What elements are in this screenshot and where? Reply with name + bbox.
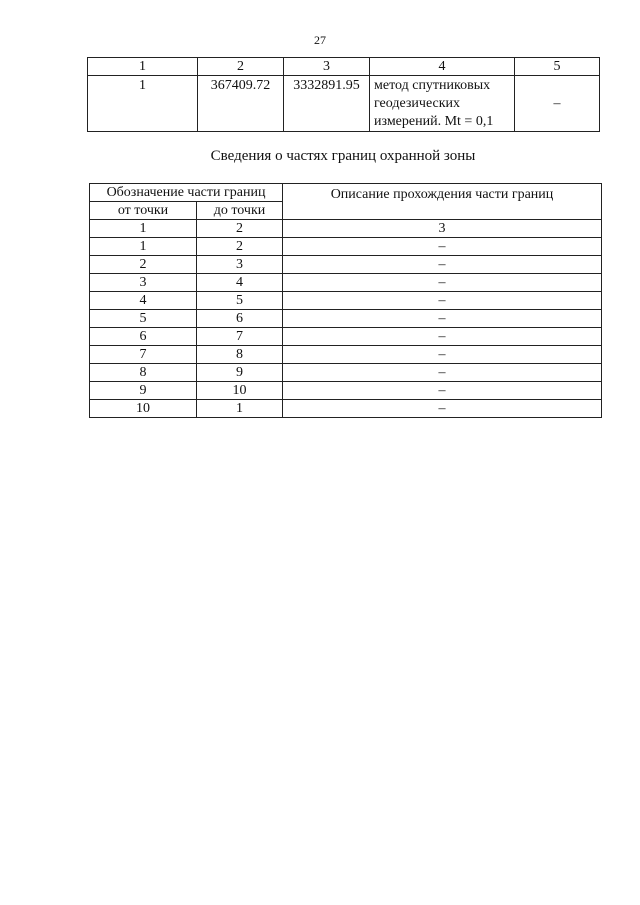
parts-header-row	[90, 184, 602, 202]
table-row	[90, 292, 602, 310]
column-number-cell: 1	[90, 220, 197, 238]
table-row	[90, 346, 602, 364]
description-cell: –	[283, 256, 602, 274]
x-coordinate-cell: 367409.72	[198, 76, 284, 132]
method-cell	[370, 76, 515, 132]
description-cell: –	[283, 328, 602, 346]
coordinates-data-row	[88, 76, 600, 132]
to-point-cell: 7	[197, 328, 283, 346]
from-point-cell: 8	[90, 364, 197, 382]
to-point-cell: 4	[197, 274, 283, 292]
method-line: геодезических	[374, 96, 461, 111]
to-point-cell: 2	[197, 238, 283, 256]
boundary-parts-table	[89, 183, 602, 418]
description-cell: –	[515, 76, 600, 132]
from-point-cell: 3	[90, 274, 197, 292]
from-point-cell: 5	[90, 310, 197, 328]
from-point-cell: 9	[90, 382, 197, 400]
from-point-cell: 4	[90, 292, 197, 310]
column-number-cell: 3	[283, 220, 602, 238]
y-coordinate-cell: 3332891.95	[284, 76, 370, 132]
table-row	[90, 364, 602, 382]
column-number-cell: 1	[88, 58, 198, 76]
description-cell: –	[283, 274, 602, 292]
boundary-description-header: Описание прохождения части границ	[283, 184, 602, 220]
coordinates-table	[87, 57, 600, 132]
boundary-designation-header: Обозначение части границ	[90, 184, 283, 202]
description-cell: –	[283, 346, 602, 364]
column-number-cell: 5	[515, 58, 600, 76]
from-point-header: от точки	[90, 202, 197, 220]
section-title: Сведения о частях границ охранной зоны	[210, 148, 476, 164]
column-number-cell: 4	[370, 58, 515, 76]
description-cell: –	[283, 382, 602, 400]
table-row	[90, 400, 602, 418]
from-point-cell: 6	[90, 328, 197, 346]
to-point-header: до точки	[197, 202, 283, 220]
description-cell: –	[283, 238, 602, 256]
to-point-cell: 6	[197, 310, 283, 328]
method-line: измерений. Mt = 0,1	[374, 114, 494, 129]
description-cell: –	[283, 400, 602, 418]
table-row	[90, 238, 602, 256]
column-number-cell: 2	[197, 220, 283, 238]
table-row	[90, 328, 602, 346]
table-row	[90, 382, 602, 400]
from-point-cell: 10	[90, 400, 197, 418]
from-point-cell: 2	[90, 256, 197, 274]
coordinates-header-row	[88, 58, 600, 76]
from-point-cell: 7	[90, 346, 197, 364]
description-cell: –	[283, 364, 602, 382]
to-point-cell: 3	[197, 256, 283, 274]
to-point-cell: 10	[197, 382, 283, 400]
column-number-cell: 2	[198, 58, 284, 76]
table-row	[90, 256, 602, 274]
point-number-cell: 1	[88, 76, 198, 132]
table-row	[90, 274, 602, 292]
parts-numbering-row	[90, 220, 602, 238]
to-point-cell: 5	[197, 292, 283, 310]
to-point-cell: 8	[197, 346, 283, 364]
description-cell: –	[283, 310, 602, 328]
to-point-cell: 1	[197, 400, 283, 418]
to-point-cell: 9	[197, 364, 283, 382]
from-point-cell: 1	[90, 238, 197, 256]
page-number: 27	[314, 33, 326, 47]
column-number-cell: 3	[284, 58, 370, 76]
table-row	[90, 310, 602, 328]
description-cell: –	[283, 292, 602, 310]
method-line: метод спутниковых	[374, 78, 491, 93]
